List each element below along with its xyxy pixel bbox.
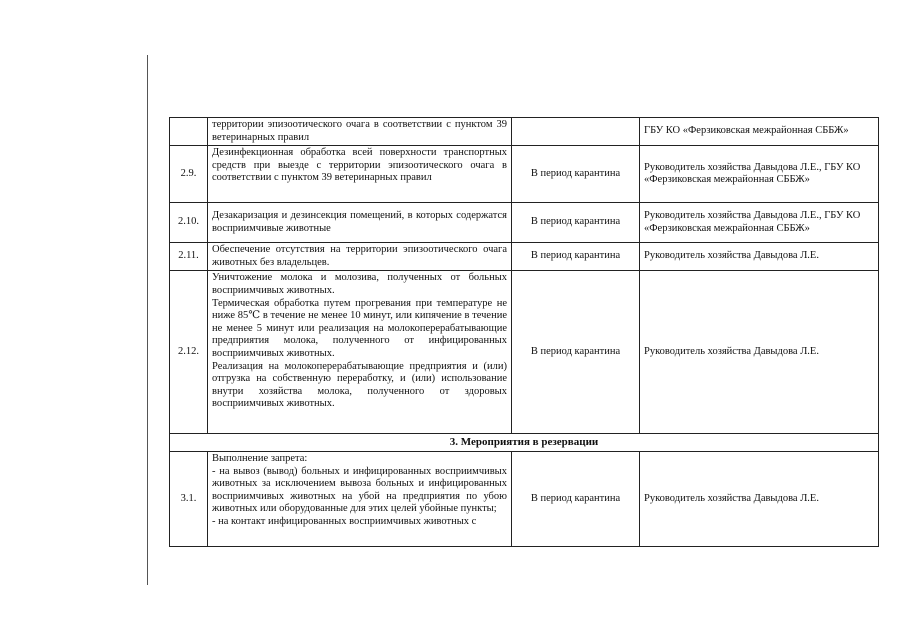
table-row <box>170 146 879 203</box>
row-term: В период карантина <box>512 271 640 434</box>
row-description: территории эпизоотического очага в соответствии с пунктом 39 ветеринарных правил <box>208 118 512 146</box>
row-number: 2.10. <box>170 203 208 243</box>
section-title: 3. Мероприятия в резервации <box>170 434 879 452</box>
row-responsible: Руководитель хозяйства Давыдова Л.Е. <box>640 451 879 546</box>
table-row <box>170 243 879 271</box>
row-number <box>170 118 208 146</box>
row-term: В период карантина <box>512 146 640 203</box>
table-row <box>170 203 879 243</box>
table-row <box>170 118 879 146</box>
row-description: Обеспечение отсутствия на территории эпизоотического очага животных без владельцев. <box>208 243 512 271</box>
row-responsible: ГБУ КО «Ферзиковская межрайонная СББЖ» <box>640 118 879 146</box>
row-responsible: Руководитель хозяйства Давыдова Л.Е., ГБУ КО «Ферзиковская межрайонная СББЖ» <box>640 146 879 203</box>
measures-table <box>169 117 879 547</box>
table-row <box>170 271 879 434</box>
row-description: Дезакаризация и дезинсекция помещений, в которых содержатся восприимчивые животные <box>208 203 512 243</box>
section-header-row <box>170 434 879 452</box>
row-description: Выполнение запрета: - на вывоз (вывод) больных и инфицированных восприимчивых животных за исключением вывоза больных и инфицированных восприимчивых животных на убой на предприятия по убою животных или оборудованные для этих целей убойные пункты; - на контакт инфицированных восприимчивых животных с <box>208 451 512 546</box>
row-description: Уничтожение молока и молозива, полученных от больных восприимчивых животных. Термическая обработка путем прогревания при температуре не ниже 85℃ в течение не менее 10 минут, или кипячение в течение не менее 5 минут или реализация на молокоперерабатывающие предприятия молока, полученного от инфицированных восприимчивых животных. Реализация на молокоперерабатывающие предприятия и (или) отгрузка на собственную переработку, и (или) использование внутри хозяйства молока, полученного от здоровых восприимчивых животных. <box>208 271 512 434</box>
row-term: В период карантина <box>512 451 640 546</box>
row-number: 2.9. <box>170 146 208 203</box>
row-term: В период карантина <box>512 243 640 271</box>
row-number: 2.11. <box>170 243 208 271</box>
table-row <box>170 451 879 546</box>
row-number: 2.12. <box>170 271 208 434</box>
row-responsible: Руководитель хозяйства Давыдова Л.Е. <box>640 243 879 271</box>
row-responsible: Руководитель хозяйства Давыдова Л.Е. <box>640 271 879 434</box>
row-term <box>512 118 640 146</box>
row-number: 3.1. <box>170 451 208 546</box>
row-responsible: Руководитель хозяйства Давыдова Л.Е., ГБУ КО «Ферзиковская межрайонная СББЖ» <box>640 203 879 243</box>
row-term: В период карантина <box>512 203 640 243</box>
page-margin-line <box>147 55 148 585</box>
row-description: Дезинфекционная обработка всей поверхности транспортных средств при выезде с территории эпизоотического очага в соответствии с пунктом 39 ветеринарных правил <box>208 146 512 203</box>
